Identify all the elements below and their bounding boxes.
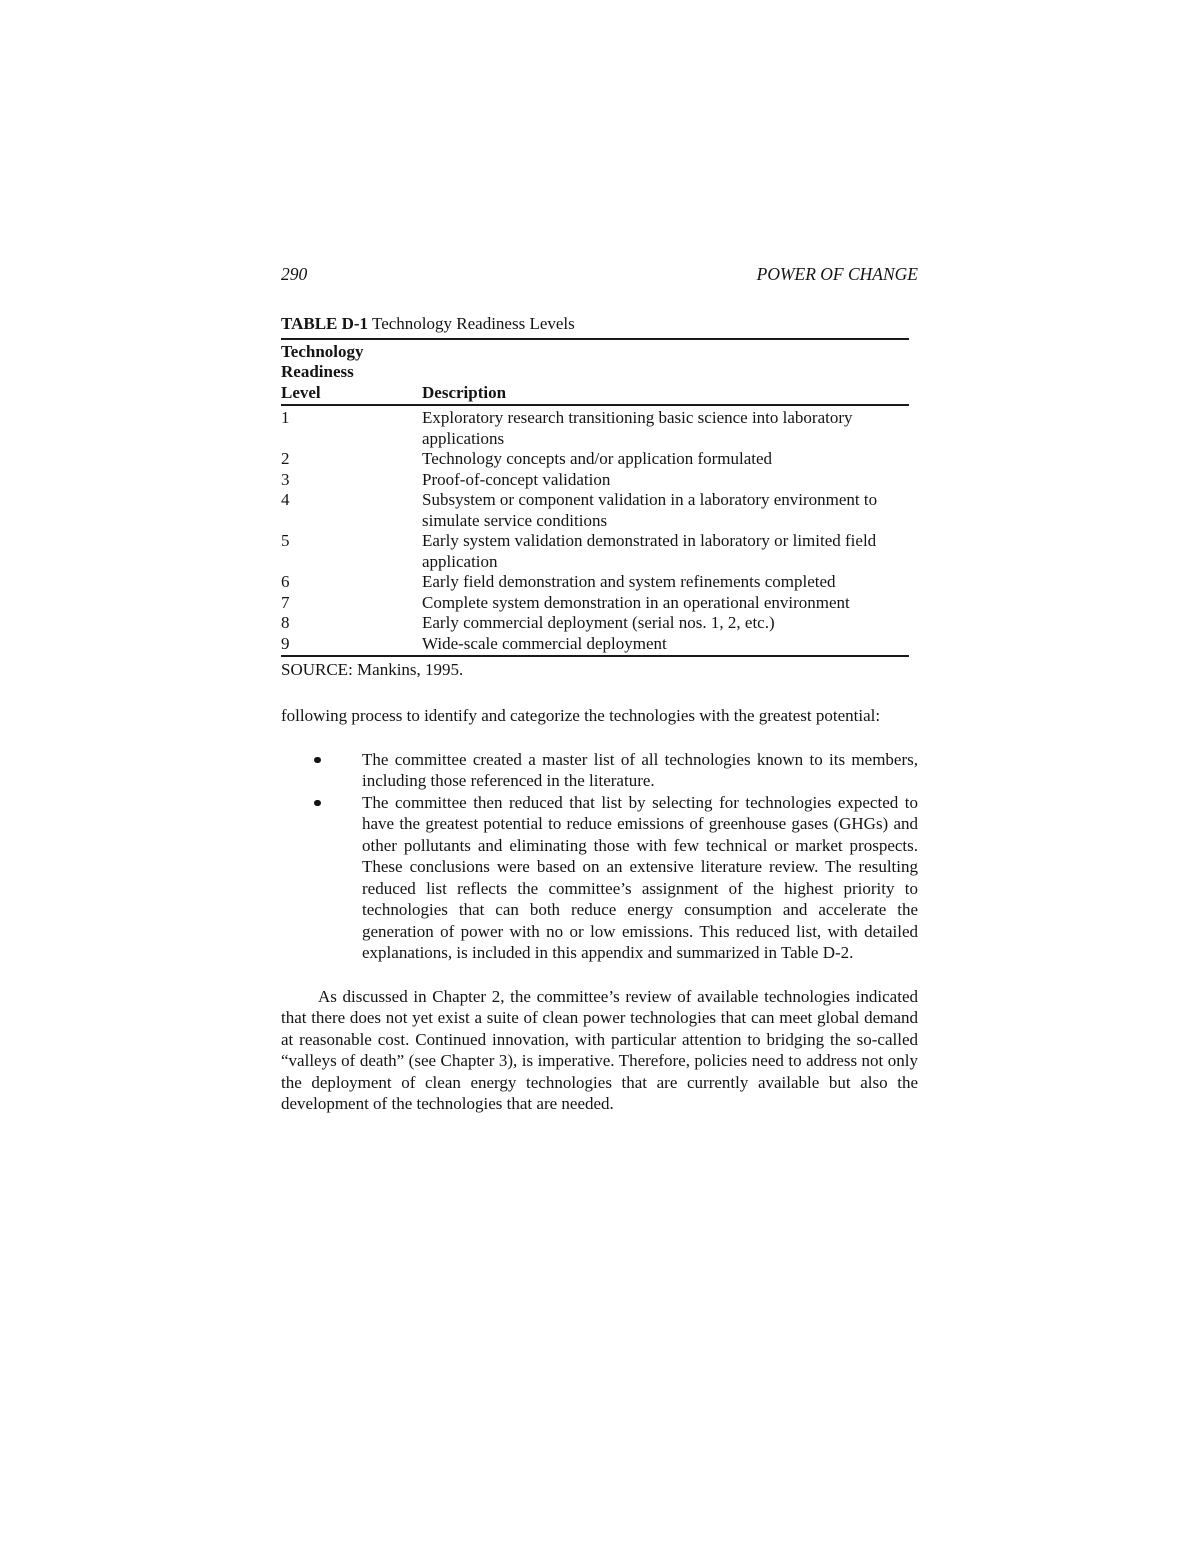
page-content — [281, 263, 918, 1115]
row-level: 9 — [281, 633, 290, 653]
table-title — [281, 314, 909, 340]
table-row — [281, 531, 909, 572]
col-header-level — [281, 342, 422, 404]
col-header-description: Description — [422, 382, 507, 402]
col-header-level-line: Level — [281, 382, 321, 402]
table-header-row — [281, 340, 909, 407]
bullet-text: The committee created a master list of all technologies known to its members, including those referenced in the literature. — [362, 749, 918, 790]
col-header-level-line: Technology — [281, 341, 364, 361]
row-description: Early commercial deployment (serial nos. 1, 2, etc.) — [422, 613, 775, 632]
row-description: Wide-scale commercial deployment — [422, 633, 667, 653]
page-number: 290 — [281, 264, 308, 284]
row-level: 2 — [281, 449, 290, 468]
paragraph-discussion: As discussed in Chapter 2, the committee’s review of available technologies indicated that there does not yet exist a suite of clean power technologies that can meet global demand at reasonable cost. Continued innovation, with particular attention to bridging the so-called “valleys of death” (see Chapter 3), is imperative. Therefore, policies need to address not only the deployment of clean energy technologies that are currently available but also the development of the technologies that are needed. — [281, 986, 918, 1113]
bullet-icon — [314, 800, 321, 807]
table-body — [281, 406, 909, 657]
table-title-label: TABLE D-1 — [281, 314, 369, 333]
row-description: Exploratory research transitioning basic science into laboratory applications — [422, 408, 853, 448]
row-description: Complete system demonstration in an operational environment — [422, 592, 850, 612]
table-row — [281, 572, 909, 593]
row-level: 1 — [281, 408, 290, 427]
row-description: Subsystem or component validation in a laboratory environment to simulate service conditions — [422, 490, 878, 530]
row-level: 6 — [281, 572, 290, 591]
table-row — [281, 449, 909, 470]
row-description: Early field demonstration and system refinements completed — [422, 572, 836, 591]
table-row — [281, 613, 909, 634]
table-row — [281, 408, 909, 449]
col-header-level-line: Readiness — [281, 362, 354, 381]
paragraph-intro: following process to identify and categorize the technologies with the greatest potential: — [281, 706, 881, 725]
row-level: 8 — [281, 613, 290, 632]
row-level: 4 — [281, 490, 290, 509]
table-row — [281, 470, 909, 491]
row-description: Early system validation demonstrated in laboratory or limited field application — [422, 531, 877, 571]
bullet-item — [362, 749, 918, 792]
page-header — [281, 263, 918, 285]
bullet-text: The committee then reduced that list by selecting for technologies expected to have the greatest potential to reduce emissions of greenhouse gases (GHGs) and other pollutants and eliminating those with few technical or market prospects. These conclusions were based on an extensive literature review. The resulting reduced list reflects the committee’s assignment of the highest priority to technologies that can both reduce energy consumption and accelerate the generation of power with no or low emissions. This reduced list, with detailed explanations, is included in this appendix and summarized in Table D-2. — [362, 792, 918, 962]
bullet-list — [362, 749, 918, 964]
table-row — [281, 593, 909, 614]
table-title-text: Technology Readiness Levels — [372, 314, 575, 333]
table-row — [281, 634, 909, 655]
table-source: SOURCE: Mankins, 1995. — [281, 660, 464, 679]
bullet-item — [362, 792, 918, 964]
bullet-icon — [314, 757, 321, 764]
running-title: POWER OF CHANGE — [756, 264, 918, 284]
table-row — [281, 490, 909, 531]
table-d1 — [281, 314, 909, 680]
row-level: 5 — [281, 531, 290, 550]
row-level: 7 — [281, 592, 290, 612]
row-level: 3 — [281, 469, 290, 489]
row-description: Technology concepts and/or application formulated — [422, 449, 773, 468]
row-description: Proof-of-concept validation — [422, 469, 611, 489]
